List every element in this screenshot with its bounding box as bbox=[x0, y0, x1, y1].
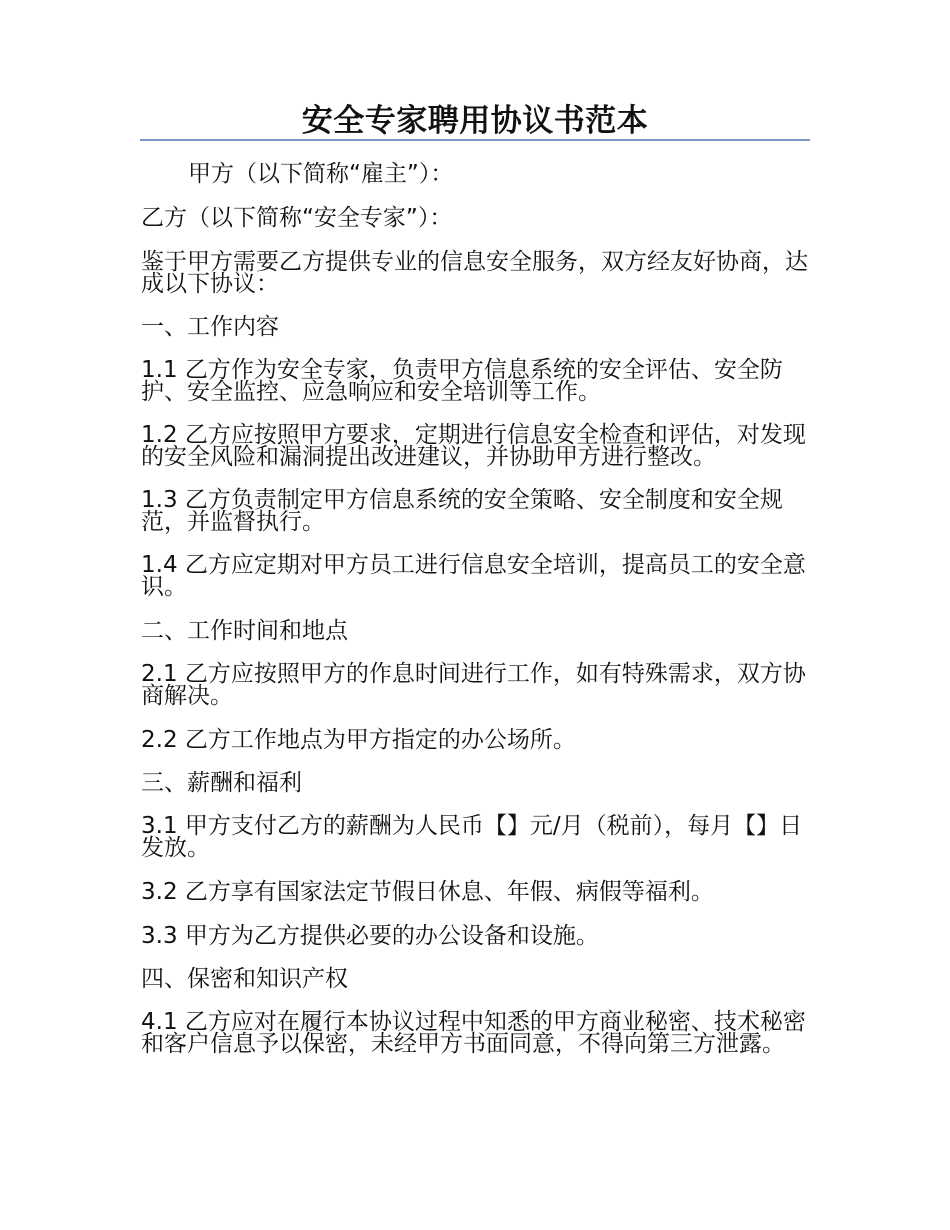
section-heading-time-location: 二、工作时间和地点 bbox=[141, 618, 348, 644]
party-b-line: 乙方（以下简称“安全专家”）： bbox=[141, 205, 453, 231]
section-heading-confidentiality-ip: 四、保密和知识产权 bbox=[141, 966, 348, 992]
preamble-paragraph: 鉴于甲方需要乙方提供专业的信息安全服务，双方经友好协商，达成以下协议： bbox=[141, 249, 808, 297]
clause-1-4: 1.4 乙方应定期对甲方员工进行信息安全培训，提高员工的安全意识。 bbox=[141, 552, 806, 600]
clause-1-1: 1.1 乙方作为安全专家，负责甲方信息系统的安全评估、安全防护、安全监控、应急响应和安全培训等工作。 bbox=[141, 357, 783, 405]
clause-3-1: 3.1 甲方支付乙方的薪酬为人民币【】元/月（税前），每月【】日发放。 bbox=[141, 813, 803, 861]
clause-3-2: 3.2 乙方享有国家法定节假日休息、年假、病假等福利。 bbox=[141, 879, 714, 905]
clause-1-2: 1.2 乙方应按照甲方要求，定期进行信息安全检查和评估，对发现的安全风险和漏洞提出改进建议，并协助甲方进行整改。 bbox=[141, 422, 806, 470]
section-heading-work-content: 一、工作内容 bbox=[141, 314, 279, 340]
clause-2-1: 2.1 乙方应按照甲方的作息时间进行工作，如有特殊需求，双方协商解决。 bbox=[141, 661, 806, 709]
party-a-line: 甲方（以下简称“雇主”）： bbox=[188, 161, 454, 187]
title-underline bbox=[140, 139, 810, 141]
clause-3-3: 3.3 甲方为乙方提供必要的办公设备和设施。 bbox=[141, 923, 599, 949]
clause-2-2: 2.2 乙方工作地点为甲方指定的办公场所。 bbox=[141, 727, 576, 753]
document-title: 安全专家聘用协议书范本 bbox=[301, 103, 649, 139]
section-heading-salary-benefits: 三、薪酬和福利 bbox=[141, 770, 302, 796]
clause-1-3: 1.3 乙方负责制定甲方信息系统的安全策略、安全制度和安全规范，并监督执行。 bbox=[141, 487, 783, 535]
clause-4-1: 4.1 乙方应对在履行本协议过程中知悉的甲方商业秘密、技术秘密和客户信息予以保密，未经甲方书面同意，不得向第三方泄露。 bbox=[141, 1009, 806, 1057]
